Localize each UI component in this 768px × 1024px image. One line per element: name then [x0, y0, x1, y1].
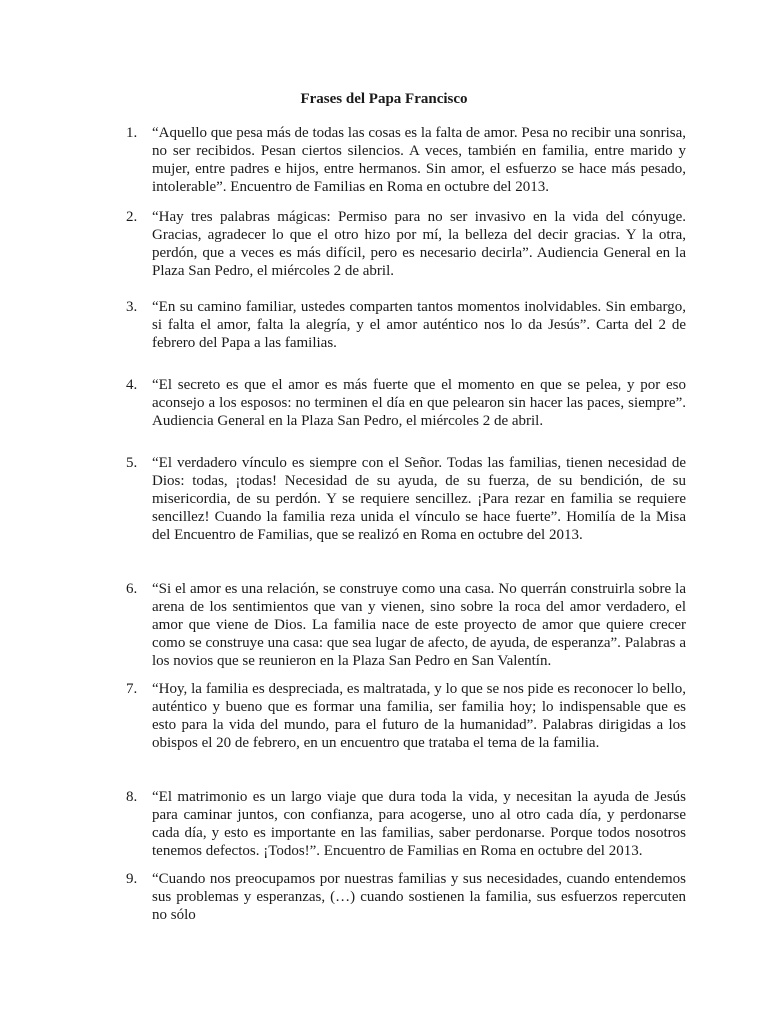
item-text: “El secreto es que el amor es más fuerte que el momento en que se pelea, y por eso aconsejo a los esposos: no terminen el día en que pelearon sin hacer las paces, siempre”. Audiencia General en la Plaza San Pedro, el miércoles 2 de abril.: [152, 377, 686, 429]
item-number: 1.: [126, 125, 138, 141]
item-text: “En su camino familiar, ustedes comparten tantos momentos inolvidables. Sin embargo, si falta el amor, falta la alegría, y el amor auténtico nos lo da Jesús”. Carta del 2 de febrero del Papa a las familias.: [152, 299, 686, 351]
item-text: “Si el amor es una relación, se construye como una casa. No querrán construirla sobre la arena de los sentimientos que van y vienen, sino sobre la roca del amor verdadero, el amor que viene de Dios. La familia nace de este proyecto de amor que quiere crecer como se construye una casa: que sea lugar de afecto, de ayuda, de esperanza”. Palabras a los novios que se reunieron en la Plaza San Pedro en San Valentín.: [152, 581, 686, 669]
item-text: “El matrimonio es un largo viaje que dura toda la vida, y necesitan la ayuda de Jesús para caminar juntos, con confianza, para acogerse, uno al otro cada día, y perdonarse cada día, y esto es importante en las familias, saber perdonarse. Porque todos nosotros tenemos defectos. ¡Todos!”. Encuentro de Familias en Roma en octubre del 2013.: [152, 789, 686, 859]
item-number: 7.: [126, 681, 138, 697]
item-number: 9.: [126, 871, 138, 887]
item-text: “El verdadero vínculo es siempre con el Señor. Todas las familias, tienen necesidad de Dios: todas, ¡todas! Necesidad de su ayuda, de su fuerza, de su bendición, de su misericordia, de su perdón. Y se requiere sencillez. ¡Para rezar en familia se requiere sencillez! Cuando la familia reza unida el vínculo se hace fuerte”. Homilía de la Misa del Encuentro de Familias, que se realizó en Roma en octubre del 2013.: [152, 455, 686, 543]
item-number: 5.: [126, 455, 138, 471]
item-number: 2.: [126, 209, 138, 225]
item-text: “Hoy, la familia es despreciada, es maltratada, y lo que se nos pide es reconocer lo bello, auténtico y bueno que es formar una familia, ser familia hoy; lo indispensable que es esto para la vida del mundo, para el futuro de la humanidad”. Palabras dirigidas a los obispos el 20 de febrero, en un encuentro que trataba el tema de la familia.: [152, 681, 686, 751]
item-text: “Hay tres palabras mágicas: Permiso para no ser invasivo en la vida del cónyuge. Gracias, agradecer lo que el otro hizo por mí, la belleza del decir gracias. Y la otra, perdón, que a veces es más difícil, pero es necesario decirla”. Audiencia General en la Plaza San Pedro, el miércoles 2 de abril.: [152, 209, 686, 279]
item-number: 6.: [126, 581, 138, 597]
item-text: “Cuando nos preocupamos por nuestras familias y sus necesidades, cuando entendemos sus problemas y esperanzas, (…) cuando sostienen la familia, sus esfuerzos repercuten no sólo: [152, 871, 686, 923]
item-number: 3.: [126, 299, 138, 315]
item-text: “Aquello que pesa más de todas las cosas es la falta de amor. Pesa no recibir una sonrisa, no ser recibidos. Pesan ciertos silencios. A veces, también en familia, entre marido y mujer, entre padres e hijos, entre hermanos. Sin amor, el esfuerzo se hace más pesado, intolerable”. Encuentro de Familias en Roma en octubre del 2013.: [152, 125, 686, 195]
document-title: Frases del Papa Francisco: [300, 91, 468, 107]
item-number: 4.: [126, 377, 138, 393]
item-number: 8.: [126, 789, 138, 805]
